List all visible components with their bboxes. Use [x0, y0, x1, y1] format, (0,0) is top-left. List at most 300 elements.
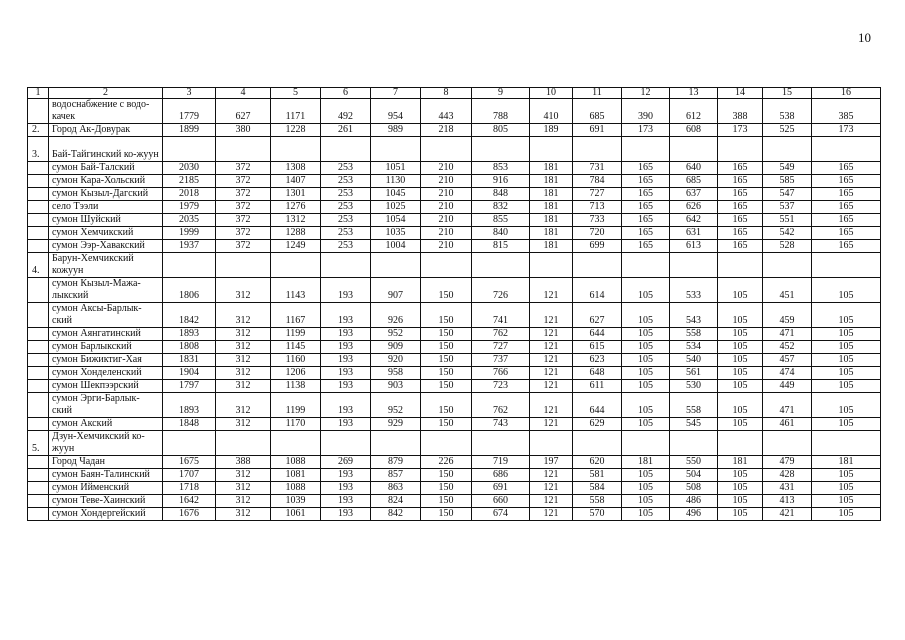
value-cell: 165	[622, 175, 670, 188]
value-cell	[573, 253, 622, 278]
value-cell: 848	[472, 188, 530, 201]
value-cell	[472, 431, 530, 456]
table-row	[28, 508, 881, 521]
table-row	[28, 175, 881, 188]
value-cell: 253	[321, 227, 371, 240]
value-cell: 181	[530, 240, 573, 253]
value-cell: 479	[763, 456, 812, 469]
value-cell: 2018	[163, 188, 216, 201]
value-cell: 1806	[163, 278, 216, 303]
value-cell: 105	[718, 328, 763, 341]
value-cell: 312	[216, 380, 271, 393]
value-cell: 312	[216, 495, 271, 508]
value-cell	[763, 431, 812, 456]
value-cell: 121	[530, 354, 573, 367]
value-cell: 312	[216, 328, 271, 341]
value-cell: 105	[622, 367, 670, 380]
value-cell: 1035	[371, 227, 421, 240]
value-cell: 788	[472, 99, 530, 124]
row-number-cell	[28, 303, 49, 328]
value-cell: 855	[472, 214, 530, 227]
page-number: 10	[858, 30, 871, 45]
value-cell: 210	[421, 214, 472, 227]
value-cell: 165	[718, 175, 763, 188]
value-cell: 853	[472, 162, 530, 175]
value-cell: 388	[216, 456, 271, 469]
value-cell: 926	[371, 303, 421, 328]
value-cell: 1999	[163, 227, 216, 240]
value-cell	[371, 137, 421, 162]
value-cell: 105	[812, 278, 881, 303]
value-cell: 909	[371, 341, 421, 354]
row-number-cell: 2.	[28, 124, 49, 137]
value-cell: 907	[371, 278, 421, 303]
value-cell: 181	[530, 227, 573, 240]
value-cell: 2030	[163, 162, 216, 175]
locality-name-cell: сумон Эрги-Барлык-ский	[49, 393, 163, 418]
table-row	[28, 456, 881, 469]
value-cell: 165	[812, 201, 881, 214]
row-number-cell	[28, 469, 49, 482]
value-cell	[718, 253, 763, 278]
value-cell: 504	[670, 469, 718, 482]
value-cell: 105	[812, 495, 881, 508]
column-header: 13	[670, 88, 718, 99]
value-cell: 1004	[371, 240, 421, 253]
value-cell: 1061	[271, 508, 321, 521]
value-cell	[718, 431, 763, 456]
table-row	[28, 341, 881, 354]
value-cell: 150	[421, 341, 472, 354]
value-cell: 726	[472, 278, 530, 303]
locality-name-cell: сумон Бай-Талский	[49, 162, 163, 175]
locality-name-cell: сумон Ийменский	[49, 482, 163, 495]
value-cell: 920	[371, 354, 421, 367]
value-cell: 428	[763, 469, 812, 482]
value-cell: 637	[670, 188, 718, 201]
value-cell	[421, 253, 472, 278]
value-cell: 1779	[163, 99, 216, 124]
locality-name-cell: сумон Аянгатинский	[49, 328, 163, 341]
value-cell: 105	[622, 328, 670, 341]
value-cell: 253	[321, 162, 371, 175]
value-cell: 193	[321, 508, 371, 521]
value-cell: 121	[530, 418, 573, 431]
value-cell	[321, 253, 371, 278]
value-cell: 832	[472, 201, 530, 214]
value-cell: 150	[421, 418, 472, 431]
value-cell: 642	[670, 214, 718, 227]
value-cell: 840	[472, 227, 530, 240]
value-cell: 165	[812, 240, 881, 253]
value-cell	[163, 253, 216, 278]
locality-name-cell: сумон Ээр-Хавакский	[49, 240, 163, 253]
value-cell	[812, 137, 881, 162]
row-number-cell	[28, 201, 49, 214]
value-cell: 842	[371, 508, 421, 521]
value-cell: 210	[421, 240, 472, 253]
value-cell	[421, 137, 472, 162]
column-header: 11	[573, 88, 622, 99]
value-cell	[321, 431, 371, 456]
value-cell	[216, 137, 271, 162]
value-cell: 627	[573, 303, 622, 328]
locality-name-cell: сумон Шуйский	[49, 214, 163, 227]
column-header: 2	[49, 88, 163, 99]
locality-name-cell: Город Чадан	[49, 456, 163, 469]
locality-name-cell: сумон Хонделенский	[49, 367, 163, 380]
value-cell: 312	[216, 341, 271, 354]
value-cell: 644	[573, 393, 622, 418]
value-cell: 181	[812, 456, 881, 469]
value-cell	[271, 253, 321, 278]
value-cell: 150	[421, 508, 472, 521]
value-cell: 193	[321, 495, 371, 508]
row-number-cell	[28, 495, 49, 508]
value-cell: 691	[573, 124, 622, 137]
value-cell: 2185	[163, 175, 216, 188]
value-cell: 1707	[163, 469, 216, 482]
value-cell: 731	[573, 162, 622, 175]
value-cell: 471	[763, 328, 812, 341]
value-cell: 193	[321, 393, 371, 418]
value-cell: 380	[216, 124, 271, 137]
value-cell: 1088	[271, 482, 321, 495]
value-cell: 863	[371, 482, 421, 495]
value-cell: 540	[670, 354, 718, 367]
value-cell: 449	[763, 380, 812, 393]
value-cell: 105	[622, 469, 670, 482]
locality-name-cell: водоснабжение с водо-качек	[49, 99, 163, 124]
value-cell: 660	[472, 495, 530, 508]
value-cell: 105	[812, 303, 881, 328]
value-cell: 253	[321, 175, 371, 188]
value-cell: 105	[718, 469, 763, 482]
value-cell: 528	[763, 240, 812, 253]
value-cell: 1276	[271, 201, 321, 214]
value-cell: 585	[763, 175, 812, 188]
value-cell: 312	[216, 303, 271, 328]
row-number-cell	[28, 188, 49, 201]
value-cell: 492	[321, 99, 371, 124]
value-cell: 543	[670, 303, 718, 328]
value-cell: 644	[573, 328, 622, 341]
table-row	[28, 162, 881, 175]
table-row	[28, 367, 881, 380]
value-cell: 1308	[271, 162, 321, 175]
value-cell: 903	[371, 380, 421, 393]
value-cell: 193	[321, 341, 371, 354]
value-cell	[421, 431, 472, 456]
value-cell: 549	[763, 162, 812, 175]
row-number-cell	[28, 354, 49, 367]
value-cell: 558	[670, 328, 718, 341]
value-cell: 627	[216, 99, 271, 124]
value-cell: 210	[421, 162, 472, 175]
value-cell: 173	[718, 124, 763, 137]
column-header: 1	[28, 88, 49, 99]
value-cell: 443	[421, 99, 472, 124]
value-cell: 372	[216, 188, 271, 201]
value-cell: 824	[371, 495, 421, 508]
value-cell	[812, 253, 881, 278]
value-cell: 226	[421, 456, 472, 469]
value-cell: 105	[718, 303, 763, 328]
value-cell: 1039	[271, 495, 321, 508]
value-cell: 193	[321, 482, 371, 495]
value-cell: 165	[622, 201, 670, 214]
table-row	[28, 227, 881, 240]
value-cell: 105	[718, 278, 763, 303]
value-cell: 105	[718, 508, 763, 521]
value-cell: 648	[573, 367, 622, 380]
value-cell: 1979	[163, 201, 216, 214]
value-cell: 193	[321, 367, 371, 380]
value-cell: 385	[812, 99, 881, 124]
value-cell: 105	[812, 469, 881, 482]
value-cell: 474	[763, 367, 812, 380]
value-cell: 105	[718, 341, 763, 354]
value-cell: 545	[670, 418, 718, 431]
value-cell: 1145	[271, 341, 321, 354]
value-cell: 165	[622, 188, 670, 201]
value-cell: 253	[321, 214, 371, 227]
value-cell: 1899	[163, 124, 216, 137]
value-cell: 121	[530, 469, 573, 482]
row-number-cell	[28, 162, 49, 175]
value-cell	[573, 431, 622, 456]
value-cell: 105	[812, 393, 881, 418]
value-cell: 181	[530, 175, 573, 188]
locality-name-cell: сумон Хемчикский	[49, 227, 163, 240]
row-number-cell	[28, 240, 49, 253]
value-cell: 253	[321, 201, 371, 214]
value-cell: 189	[530, 124, 573, 137]
value-cell: 727	[472, 341, 530, 354]
value-cell: 105	[718, 354, 763, 367]
column-header: 4	[216, 88, 271, 99]
value-cell: 121	[530, 393, 573, 418]
value-cell: 218	[421, 124, 472, 137]
value-cell: 413	[763, 495, 812, 508]
value-cell: 1831	[163, 354, 216, 367]
value-cell: 1842	[163, 303, 216, 328]
value-cell: 410	[530, 99, 573, 124]
value-cell: 640	[670, 162, 718, 175]
value-cell: 181	[622, 456, 670, 469]
locality-name-cell: сумон Бижиктиг-Хая	[49, 354, 163, 367]
value-cell: 105	[622, 380, 670, 393]
value-cell: 312	[216, 508, 271, 521]
column-header: 9	[472, 88, 530, 99]
value-cell: 105	[622, 278, 670, 303]
value-cell: 165	[812, 227, 881, 240]
value-cell: 181	[530, 188, 573, 201]
value-cell: 121	[530, 380, 573, 393]
value-cell: 165	[812, 162, 881, 175]
value-cell: 121	[530, 508, 573, 521]
value-cell: 121	[530, 482, 573, 495]
value-cell: 1171	[271, 99, 321, 124]
value-cell: 150	[421, 303, 472, 328]
value-cell	[670, 431, 718, 456]
value-cell	[216, 431, 271, 456]
locality-name-cell: сумон Баян-Талинский	[49, 469, 163, 482]
value-cell: 857	[371, 469, 421, 482]
value-cell: 719	[472, 456, 530, 469]
value-cell	[530, 137, 573, 162]
value-cell: 629	[573, 418, 622, 431]
value-cell: 105	[812, 418, 881, 431]
value-cell: 613	[670, 240, 718, 253]
value-cell: 210	[421, 227, 472, 240]
value-cell: 561	[670, 367, 718, 380]
value-cell: 312	[216, 469, 271, 482]
value-cell: 105	[718, 380, 763, 393]
value-cell: 699	[573, 240, 622, 253]
value-cell: 1025	[371, 201, 421, 214]
value-cell: 608	[670, 124, 718, 137]
column-header: 12	[622, 88, 670, 99]
value-cell: 1937	[163, 240, 216, 253]
value-cell	[812, 431, 881, 456]
value-cell: 121	[530, 367, 573, 380]
value-cell: 312	[216, 278, 271, 303]
value-cell: 181	[718, 456, 763, 469]
value-cell: 1718	[163, 482, 216, 495]
value-cell: 150	[421, 482, 472, 495]
value-cell: 1893	[163, 328, 216, 341]
value-cell: 815	[472, 240, 530, 253]
value-cell: 1301	[271, 188, 321, 201]
row-number-cell	[28, 278, 49, 303]
value-cell: 1138	[271, 380, 321, 393]
value-cell: 1893	[163, 393, 216, 418]
value-cell: 1228	[271, 124, 321, 137]
value-cell: 547	[763, 188, 812, 201]
value-cell: 737	[472, 354, 530, 367]
value-cell: 674	[472, 508, 530, 521]
value-cell: 1904	[163, 367, 216, 380]
value-cell: 452	[763, 341, 812, 354]
row-number-cell	[28, 508, 49, 521]
value-cell: 623	[573, 354, 622, 367]
value-cell: 372	[216, 227, 271, 240]
value-cell: 743	[472, 418, 530, 431]
value-cell: 105	[622, 354, 670, 367]
value-cell: 685	[573, 99, 622, 124]
value-cell	[216, 253, 271, 278]
column-header: 6	[321, 88, 371, 99]
column-header: 7	[371, 88, 421, 99]
column-header: 10	[530, 88, 573, 99]
value-cell	[472, 137, 530, 162]
table-row	[28, 354, 881, 367]
value-cell: 165	[812, 175, 881, 188]
value-cell: 197	[530, 456, 573, 469]
value-cell: 105	[718, 393, 763, 418]
value-cell: 150	[421, 367, 472, 380]
locality-name-cell: Город Ак-Довурак	[49, 124, 163, 137]
locality-name-cell: Барун-Хемчикский кожуун	[49, 253, 163, 278]
value-cell: 486	[670, 495, 718, 508]
value-cell: 105	[622, 495, 670, 508]
table-row	[28, 240, 881, 253]
row-number-cell	[28, 367, 49, 380]
value-cell	[763, 137, 812, 162]
value-cell: 388	[718, 99, 763, 124]
value-cell: 989	[371, 124, 421, 137]
value-cell: 312	[216, 354, 271, 367]
table-row	[28, 99, 881, 124]
value-cell: 1206	[271, 367, 321, 380]
value-cell: 165	[812, 214, 881, 227]
value-cell: 1848	[163, 418, 216, 431]
value-cell: 1199	[271, 393, 321, 418]
value-cell: 1143	[271, 278, 321, 303]
table-row	[28, 214, 881, 227]
value-cell: 459	[763, 303, 812, 328]
row-number-cell	[28, 418, 49, 431]
value-cell: 570	[573, 508, 622, 521]
value-cell: 720	[573, 227, 622, 240]
table-row	[28, 495, 881, 508]
value-cell: 727	[573, 188, 622, 201]
value-cell: 626	[670, 201, 718, 214]
value-cell: 581	[573, 469, 622, 482]
value-cell	[622, 253, 670, 278]
value-cell: 611	[573, 380, 622, 393]
locality-name-cell: сумон Акский	[49, 418, 163, 431]
value-cell	[371, 431, 421, 456]
value-cell: 105	[718, 482, 763, 495]
value-cell: 165	[718, 162, 763, 175]
value-cell: 879	[371, 456, 421, 469]
value-cell: 105	[718, 418, 763, 431]
value-cell: 620	[573, 456, 622, 469]
value-cell: 150	[421, 469, 472, 482]
locality-name-cell: сумон Кызыл-Мажа-лыкский	[49, 278, 163, 303]
value-cell: 1675	[163, 456, 216, 469]
table-row	[28, 418, 881, 431]
value-cell: 121	[530, 341, 573, 354]
value-cell: 534	[670, 341, 718, 354]
value-cell: 372	[216, 175, 271, 188]
value-cell: 631	[670, 227, 718, 240]
locality-name-cell: село Тээли	[49, 201, 163, 214]
value-cell: 741	[472, 303, 530, 328]
value-cell: 954	[371, 99, 421, 124]
value-cell	[670, 137, 718, 162]
value-cell: 784	[573, 175, 622, 188]
value-cell: 372	[216, 162, 271, 175]
value-cell: 457	[763, 354, 812, 367]
table-row	[28, 482, 881, 495]
value-cell: 210	[421, 188, 472, 201]
value-cell: 584	[573, 482, 622, 495]
value-cell: 105	[622, 482, 670, 495]
row-number-cell	[28, 227, 49, 240]
locality-name-cell: сумон Кара-Хольский	[49, 175, 163, 188]
value-cell: 496	[670, 508, 718, 521]
value-cell: 1808	[163, 341, 216, 354]
value-cell: 551	[763, 214, 812, 227]
value-cell: 537	[763, 201, 812, 214]
column-header: 16	[812, 88, 881, 99]
value-cell: 1312	[271, 214, 321, 227]
tariff-table	[27, 87, 881, 521]
value-cell	[163, 431, 216, 456]
